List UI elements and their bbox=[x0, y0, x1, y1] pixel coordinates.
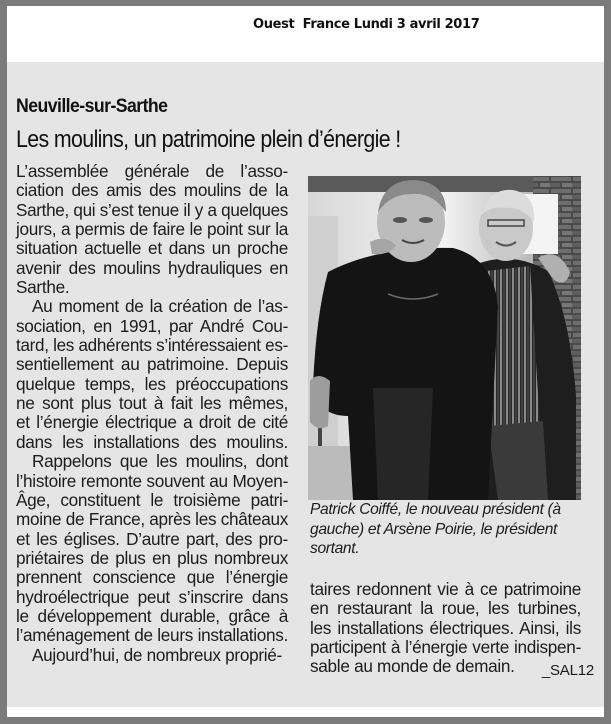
photo-caption bbox=[310, 500, 581, 559]
text-line: situation actuelle et dans un proche bbox=[16, 238, 288, 259]
text-line: gauche) et Arsène Poirie, le président bbox=[310, 520, 558, 538]
text-line: Sarthe. bbox=[16, 277, 70, 298]
text-line: sortant. bbox=[310, 540, 360, 558]
text-line: dans les installations des moulins. bbox=[16, 431, 288, 452]
text-line: prennent conscience que l’énergie bbox=[16, 567, 288, 588]
text-line: sable au monde de demain. bbox=[310, 656, 515, 677]
article-body-right-column bbox=[310, 580, 581, 677]
photo-two-men bbox=[308, 176, 581, 500]
text-line: Au moment de la création de l’as- bbox=[32, 296, 288, 317]
text-line: en restaurant la roue, les turbines, bbox=[310, 598, 581, 619]
text-line: hydroélectrique peut s’inscrire dans bbox=[16, 586, 288, 607]
masthead bbox=[7, 6, 604, 62]
text-line: ne sont plus tout à fait les mêmes, bbox=[16, 393, 288, 414]
text-line: le développement durable, grâce à bbox=[16, 605, 288, 626]
article-clipping bbox=[7, 62, 604, 707]
text-line: l’aménagement de leurs installations. bbox=[16, 625, 288, 646]
text-line: jours, a permis de faire le point sur la bbox=[16, 219, 288, 240]
text-line: participent à l’énergie verte indispen- bbox=[310, 637, 581, 658]
text-line: les installations électriques. Ainsi, ils bbox=[310, 617, 581, 638]
text-line: L’assemblée générale de l’asso- bbox=[16, 161, 288, 181]
article-photo bbox=[308, 176, 581, 500]
text-line: Patrick Coiffé, le nouveau président (à bbox=[310, 501, 561, 518]
article-body-left-column bbox=[16, 162, 288, 665]
text-line: et l’énergie électrique a droit de cité bbox=[16, 412, 288, 433]
text-line: sociation, en 1991, par André Cou- bbox=[16, 315, 288, 336]
text-line: Rappelons que les moulins, dont bbox=[32, 451, 288, 472]
text-line: Sarthe, qui s’est tenue il y a quelques bbox=[16, 199, 288, 220]
text-line: ciation des amis des moulins de la bbox=[16, 180, 288, 201]
text-line: sentiellement au patrimoine. Depuis bbox=[16, 354, 288, 375]
article-signature: _SAL12 bbox=[541, 662, 594, 679]
article-headline: Les moulins, un patrimoine plein d’énergie ! bbox=[16, 126, 401, 153]
text-line: Aujourd’hui, de nombreux proprié- bbox=[32, 644, 282, 665]
text-line: et les églises. D’autre part, des pro- bbox=[16, 528, 288, 549]
text-line: taires redonnent vie à ce patrimoine bbox=[310, 579, 581, 599]
text-line: quelque temps, les préoccupations bbox=[16, 373, 288, 394]
text-line: l’histoire remonte souvent au Moyen- bbox=[16, 470, 288, 491]
newspaper-clipping-frame bbox=[7, 6, 604, 717]
text-line: priétaires de plus en plus nombreux bbox=[16, 547, 288, 568]
location-kicker: Neuville-sur-Sarthe bbox=[16, 96, 168, 117]
text-line: moine de France, après les châteaux bbox=[16, 509, 288, 530]
text-line: tard, les adhérents s’intéressaient es- bbox=[16, 335, 288, 356]
text-line: avenir des moulins hydrauliques en bbox=[16, 257, 288, 278]
publication-date: Ouest France Lundi 3 avril 2017 bbox=[253, 17, 480, 32]
text-line: Âge, constituent le troisième patri- bbox=[16, 489, 288, 510]
